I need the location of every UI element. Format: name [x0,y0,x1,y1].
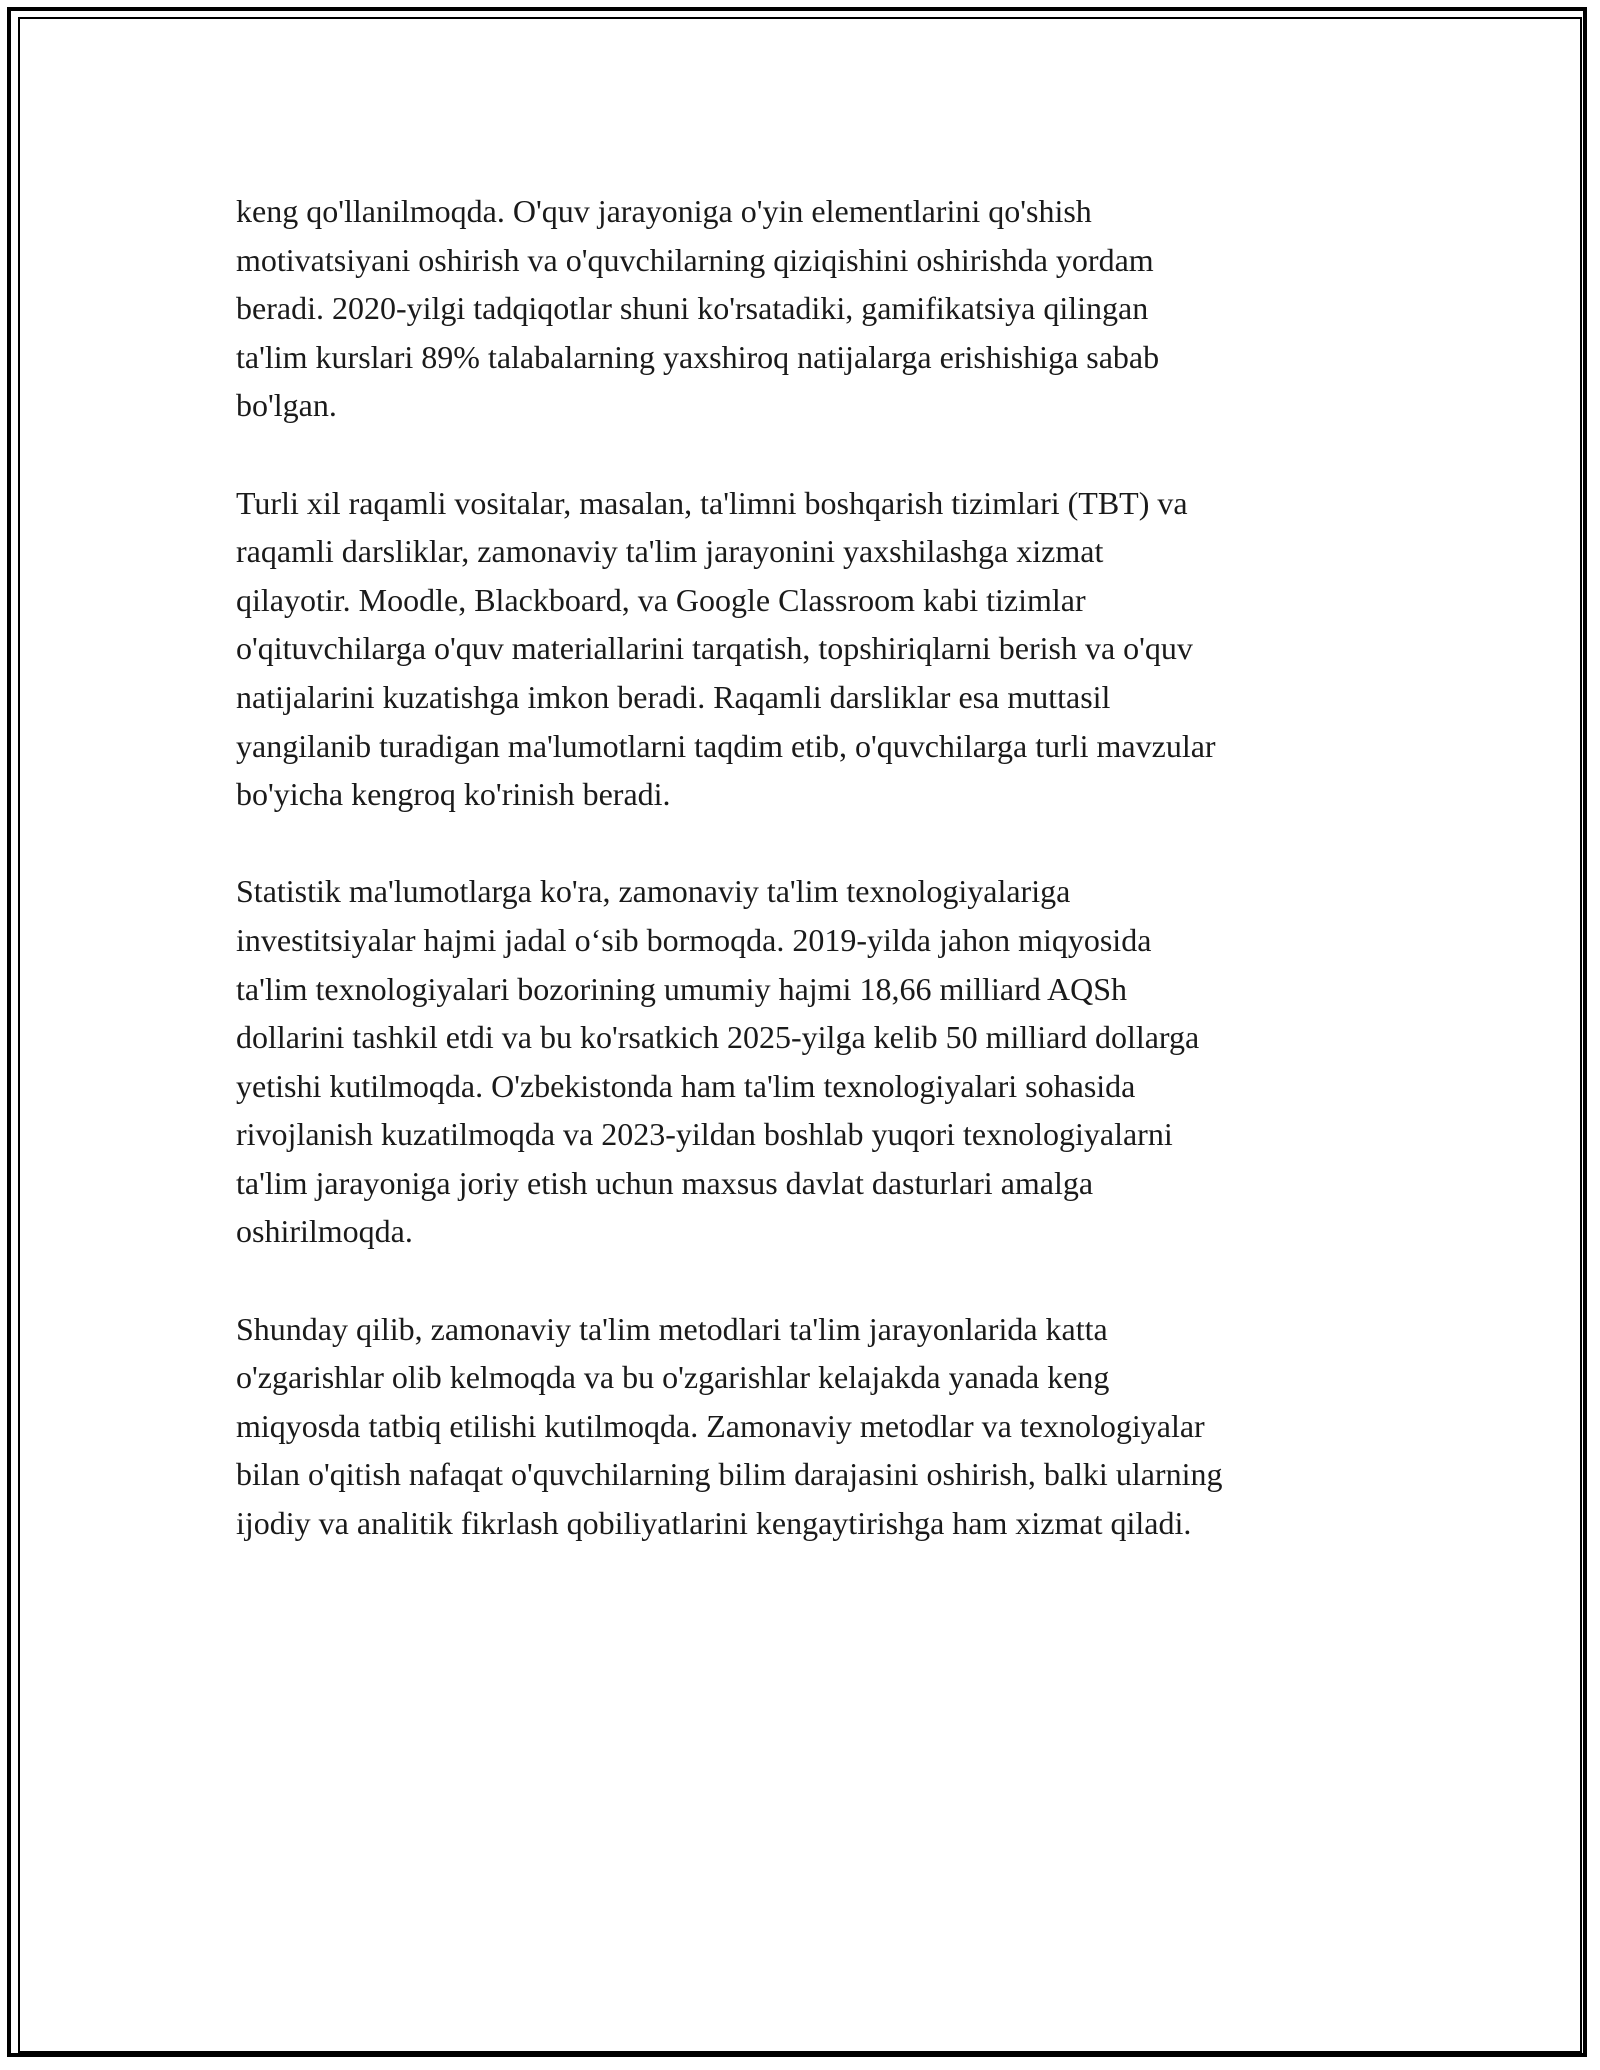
paragraph-digital-tools: Turli xil raqamli vositalar, masalan, ta'limni boshqarish tizimlari (TBT) va raqamli darsliklar, zamonaviy ta'lim jarayonini yaxshilashga xizmat qilayotir. Moodle, Blackboard, va Google Classroom kabi tizimlar o'qituvchilarga o'quv materiallarini tarqatish, topshiriqlarni berish va o'quv natijalarini kuzatishga imkon beradi. Raqamli darsliklar esa muttasil yangilanib turadigan ma'lumotlarni taqdim etib, o'quvchilarga turli mavzular bo'yicha kengroq ko'rinish beradi. [236,484,1216,813]
paragraph-statistics: Statistik ma'lumotlarga ko'ra, zamonaviy ta'lim texnologiyalariga investitsiyalar hajmi jadal o‘sib bormoqda. 2019-yilda jahon miqyosida ta'lim texnologiyalari bozorining umumiy hajmi 18,66 milliard AQSh dollarini tashkil etdi va bu ko'rsatkich 2025-yilga kelib 50 milliard dollarga yetishi kutilmoqda. O'zbekistonda ham ta'lim texnologiyalari sohasida rivojlanish kuzatilmoqda va 2023-yildan boshlab yuqori texnologiyalarni ta'lim jarayoniga joriy etish uchun maxsus davlat dasturlari amalga oshirilmoqda. [236,873,1200,1250]
document-body [236,187,1386,1596]
paragraph-conclusion: Shunday qilib, zamonaviy ta'lim metodlari ta'lim jarayonlarida katta o'zgarishlar olib kelmoqda va bu o'zgarishlar kelajakda yanada keng miqyosda tatbiq etilishi kutilmoqda. Zamonaviy metodlar va texnologiyalar bilan o'qitish nafaqat o'quvchilarning bilim darajasini oshirish, balki ularning ijodiy va analitik fikrlash qobiliyatlarini kengaytirishga ham xizmat qiladi. [236,1310,1223,1542]
paragraph-gamification: keng qo'llanilmoqda. O'quv jarayoniga o'yin elementlarini qo'shish motivatsiyani oshirish va o'quvchilarning qiziqishini oshirishda yordam beradi. 2020-yilgi tadqiqotlar shuni ko'rsatadiki, gamifikatsiya qilingan ta'lim kurslari 89% talabalarning yaxshiroq natijalarga erishishiga sabab bo'lgan. [236,193,1160,424]
